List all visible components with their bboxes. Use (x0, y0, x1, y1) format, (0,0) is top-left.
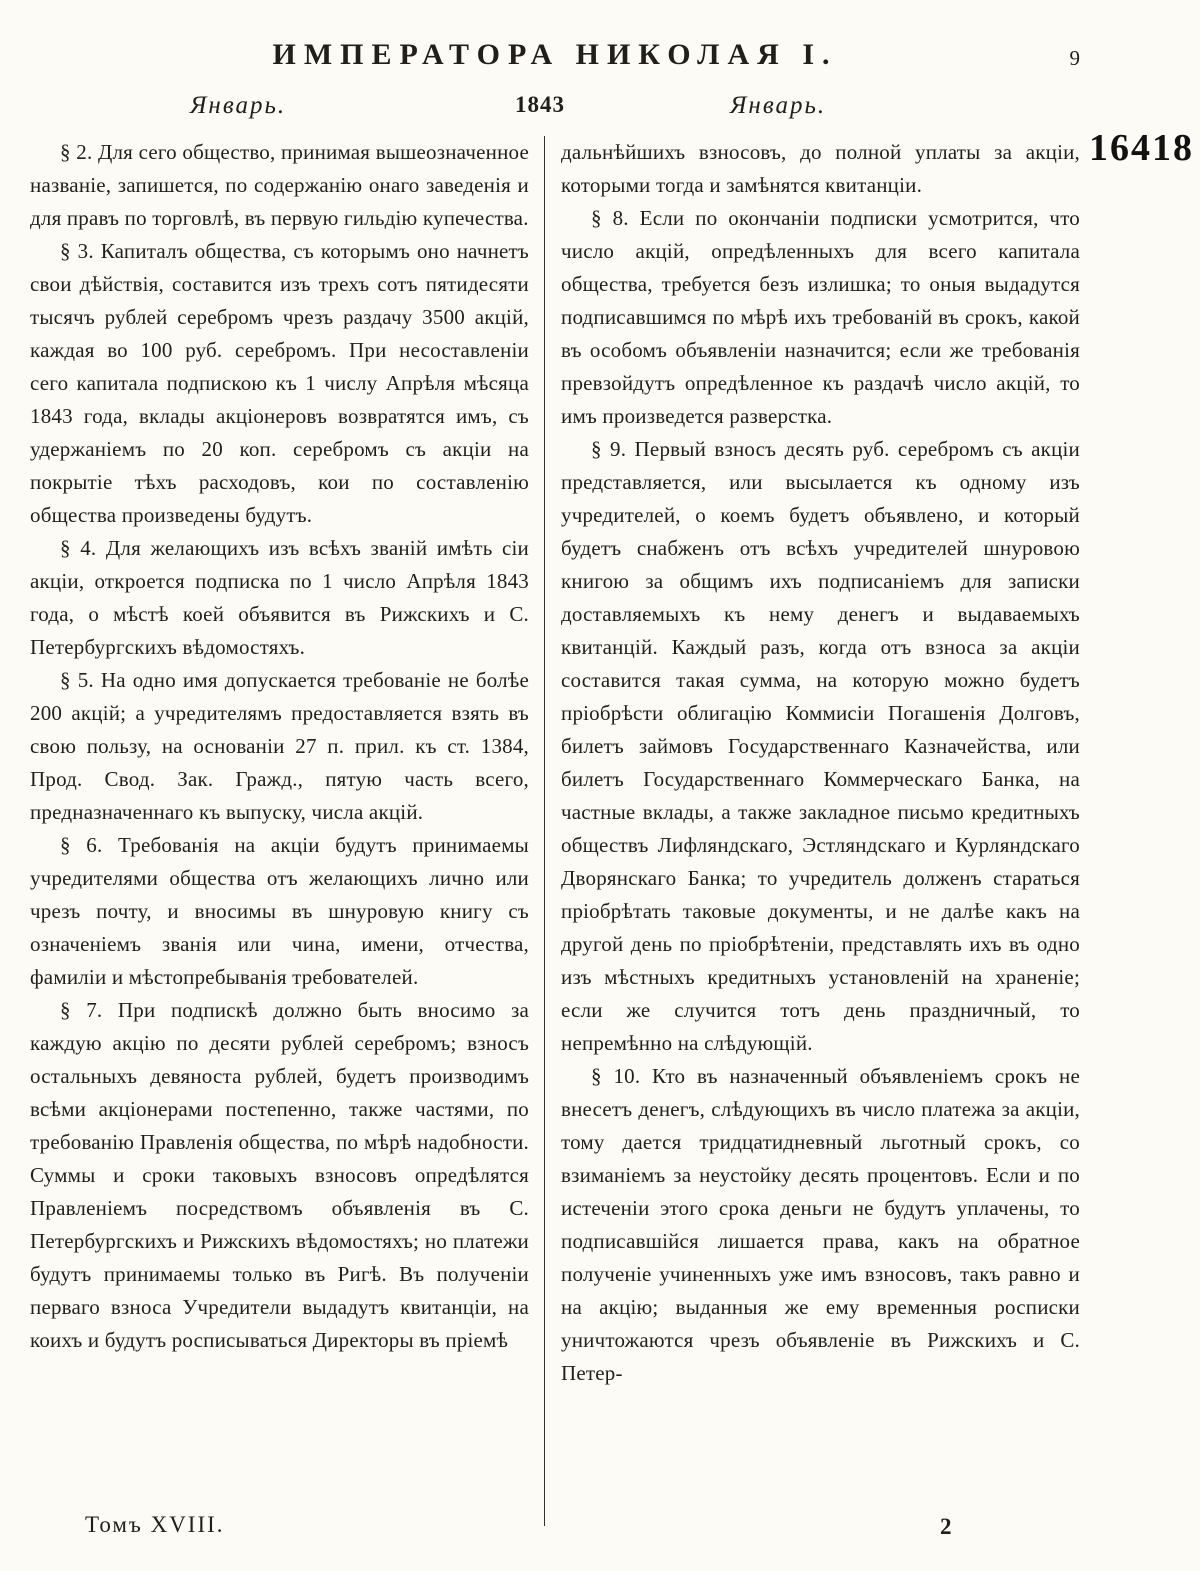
page-number: 9 (1069, 46, 1080, 70)
paragraph-section-9: § 9. Первый взносъ десять руб. серебромъ съ акціи представляется, или высылается къ одному изъ учредителей, о коемъ будетъ объявлено, и который будетъ снабженъ отъ всѣхъ учредителей шнуровою книгою за общимъ ихъ подписаніемъ для записки доставляемыхъ къ нему денегъ и выдаваемыхъ квитанцій. Каждый разъ, когда отъ взноса за акціи составится такая сумма, на которую можно будетъ пріобрѣсти облигацію Коммисіи Погашенія Долговъ, билетъ займовъ Государственнаго Казначейства, или билетъ Государственнаго Коммерческаго Банка, на частные вклады, а также закладное письмо кредитныхъ обществъ Лифляндскаго, Эстляндскаго и Курляндскаго Дворянскаго Банка; то учредитель долженъ стараться пріобрѣтать таковые документы, и не далѣе какъ на другой день по пріобрѣтеніи, представлять ихъ въ одно изъ мѣстныхъ кредитныхъ установленій на храненіе; если же случится тотъ день праздничный, то непремѣнно на слѣдующій. (561, 437, 1080, 1055)
paragraph-section-10: § 10. Кто въ назначенный объявленіемъ срокъ не внесетъ денегъ, слѣдующихъ въ число платежа за акціи, тому дается тридцатидневный льготный срокъ, со взиманіемъ за неустойку десять процентовъ. Если и по истеченіи этого срока деньги не будутъ уплачены, то подписавшійся лишается права, какъ на обратное полученіе учиненныхъ уже имъ взносовъ, такъ равно и на акцію; выданныя же ему временныя росписки уничтожаются чрезъ объявленіе въ Рижскихъ и С. Петер- (561, 1064, 1080, 1385)
running-head (30, 90, 1080, 132)
page-content (30, 0, 1080, 1526)
paragraph-section-3: § 3. Капиталъ общества, съ которымъ оно начнетъ свои дѣйствія, составится изъ трехъ сотъ пятидесяти тысячъ рублей серебромъ чрезъ раздачу 3500 акцій, каждая во 100 руб. серебромъ. При несоставленіи сего капитала подпискою къ 1 числу Апрѣля мѣсяца 1843 года, вклады акціонеровъ возвратятся имъ, съ удержаніемъ по 20 коп. серебромъ съ акціи на покрытіе тѣхъ расходовъ, кои по составленію общества произведены будутъ. (30, 239, 529, 527)
paragraph-section-2: § 2. Для сего общество, принимая вышеозначенное названіе, запишется, по содержанію онаго заведенія и для правъ по торговлѣ, въ первую гильдію купечества. (30, 140, 529, 230)
paragraph-section-4: § 4. Для желающихъ изъ всѣхъ званій имѣть сіи акціи, откроется подписка по 1 число Апрѣля 1843 года, о мѣстѣ коей объявится въ Рижскихъ и С. Петербургскихъ вѣдомостяхъ. (30, 536, 529, 659)
paragraph-section-6: § 6. Требованія на акціи будутъ принимаемы учредителями общества отъ желающихъ лично или чрезъ почту, и вносимы въ шнуровую книгу съ означеніемъ званія или чина, имени, отчества, фамиліи и мѣстопребыванія требователей. (30, 833, 529, 989)
paragraph-section-7: § 7. При подпискѣ должно быть вносимо за каждую акцію по десяти рублей серебромъ; взносъ остальныхъ девяноста рублей, будетъ производимъ всѣми акціонерами постепенно, также частями, по требованію Правленія общества, по мѣрѣ надобности. Суммы и сроки таковыхъ взносовъ опредѣлятся Правленіемъ посредствомъ объявленія въ С. Петербургскихъ и Рижскихъ вѣдомостяхъ; но платежи будутъ принимаемы только въ Ригѣ. Въ полученіи перваго взноса Учредители выдадутъ квитанціи, на коихъ и будутъ росписываться Директоры въ пріемѣ (30, 998, 529, 1352)
paragraph-section-8: § 8. Если по окончаніи подписки усмотрится, что число акцій, опредѣленныхъ для всего капитала общества, требуется безъ излишка; то оныя выдадутся подписавшимся по мѣрѣ ихъ требованій въ срокъ, какой въ особомъ объявленіи назначится; если же требованія превзойдутъ опредѣленное къ раздачѣ число акцій, то имъ произведется разверстка. (561, 206, 1080, 428)
running-head-month-left: Январь. (190, 92, 287, 119)
right-column (545, 136, 1080, 1526)
page-header (30, 0, 1080, 90)
running-head-month-right: Январь. (730, 92, 827, 119)
signature-number: 2 (940, 1514, 952, 1539)
archive-stamp-number: 16418 (1089, 127, 1194, 169)
text-columns (30, 136, 1080, 1526)
running-head-year: 1843 (515, 92, 565, 117)
paragraph-section-5: § 5. На одно имя допускается требованіе не болѣе 200 акцій; а учредителямъ предоставляется взять въ свою пользу, на основаніи 27 п. прил. къ ст. 1384, Прод. Свод. Зак. Гражд., пятую часть всего, предназначеннаго къ выпуску, числа акцій. (30, 668, 529, 824)
paragraph-continuation: дальнѣйшихъ взносовъ, до полной уплаты за акціи, которыми тогда и замѣнятся квитанціи. (561, 140, 1080, 197)
page-title: ИМПЕРАТОРА НИКОЛАЯ I. (272, 38, 838, 71)
left-column (30, 136, 545, 1526)
volume-label: Томъ XVIII. (85, 1512, 225, 1537)
